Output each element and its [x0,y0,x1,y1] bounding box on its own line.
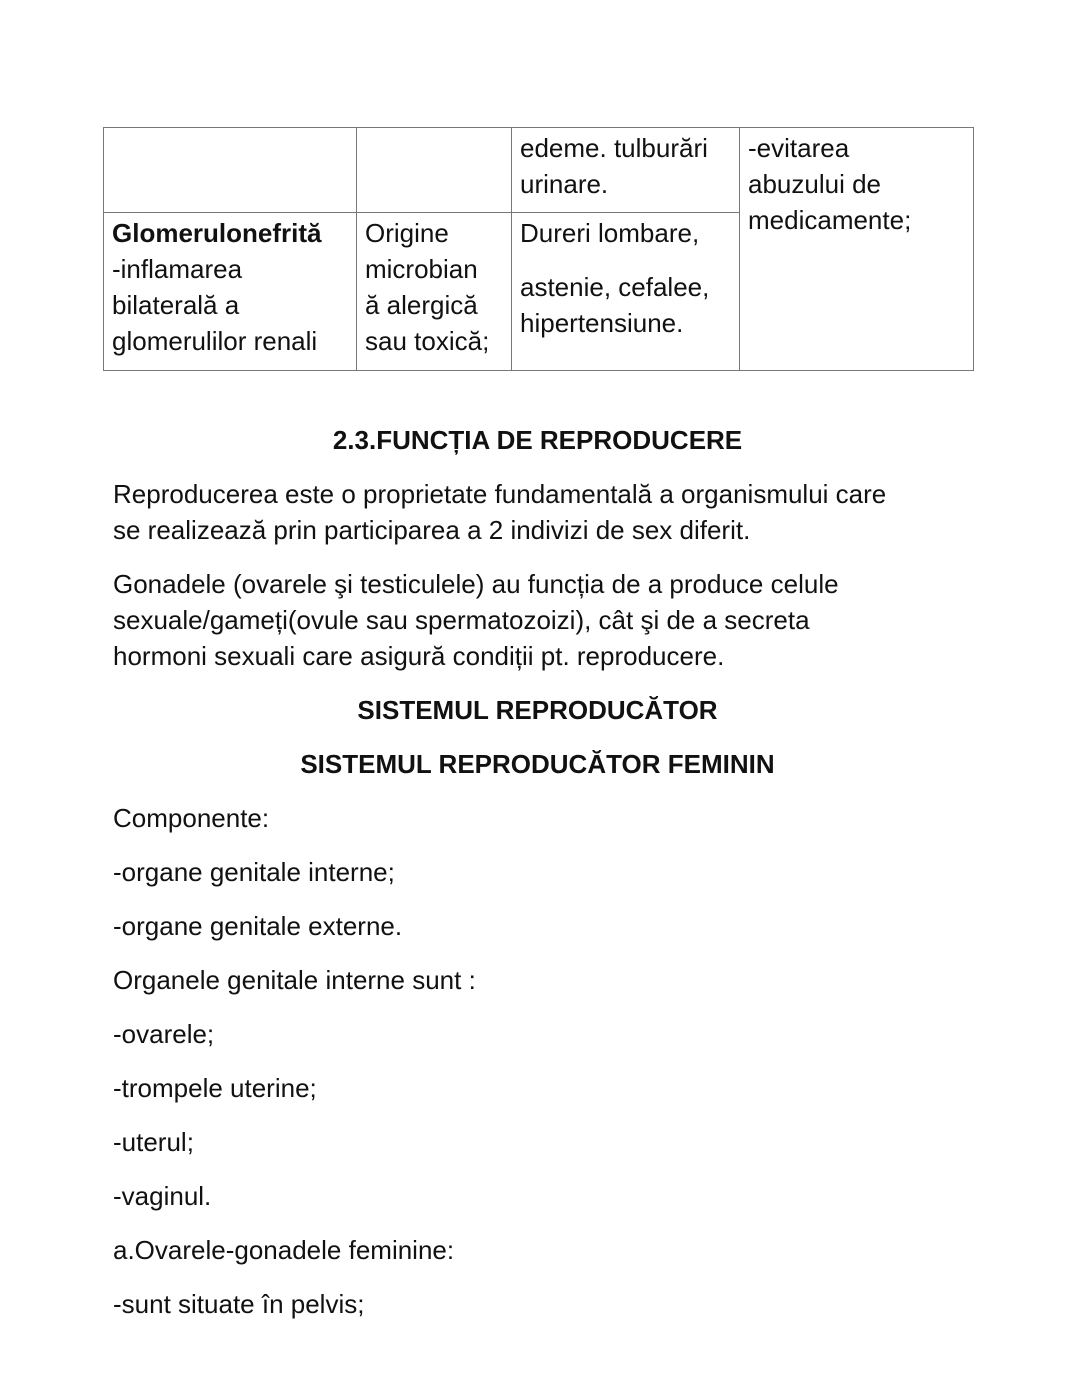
text-line: Componente: [113,803,270,833]
text-line: -organe genitale externe. [113,911,403,941]
paragraph-line: sexuale/gameți(ovule sau spermatozoizi), cât şi de a secreta [113,605,810,635]
cell-line: hipertensiune. [520,308,684,338]
disease-name: Glomerulonefrită [112,218,322,248]
cell-line: abuzului de [748,169,881,199]
table-cell [357,213,512,371]
text-line: -sunt situate în pelvis; [113,1289,365,1319]
heading: SISTEMUL REPRODUCĂTOR [357,695,718,725]
text-line: -organe genitale interne; [113,857,395,887]
table-cell [512,213,740,371]
cell-line: microbian [365,254,478,284]
cell-line: bilaterală a [112,290,240,320]
table-cell [104,213,357,371]
cell-line: -evitarea [748,133,850,163]
section-title: 2.3.FUNCȚIA DE REPRODUCERE [332,425,743,455]
cell-line: glomerulilor renali [112,326,318,356]
paragraph-line: hormoni sexuali care asigură condiții pt. reproducere. [113,641,725,671]
table-row [104,128,974,213]
text-line: -trompele uterine; [113,1073,317,1103]
paragraph-line: Reproducerea este o proprietate fundamentală a organismului care [113,479,887,509]
text-line: -uterul; [113,1127,194,1157]
paragraph [113,476,1040,548]
cell-line: Origine [365,218,449,248]
text-line: Organele genitale interne sunt : [113,965,476,995]
cell-line: sau toxică; [365,326,490,356]
cell-line: ă alergică [365,290,478,320]
paragraph [113,566,1040,674]
table-cell [740,128,974,371]
text-line: -vaginul. [113,1181,212,1211]
table-cell [512,128,740,213]
table-cell [104,128,357,213]
text-line: -ovarele; [113,1019,215,1049]
table-cell [357,128,512,213]
cell-line: -inflamarea [112,254,243,284]
cell-line: medicamente; [748,205,912,235]
cell-line: edeme. tulburări [520,133,708,163]
table [103,127,974,371]
text-line: a.Ovarele-gonadele feminine: [113,1235,455,1265]
cell-line: urinare. [520,169,609,199]
paragraph-line: se realizează prin participarea a 2 indivizi de sex diferit. [113,515,751,545]
heading: SISTEMUL REPRODUCĂTOR FEMININ [300,749,775,779]
cell-line: astenie, cefalee, [520,272,710,302]
cell-line: Dureri lombare, [520,218,700,248]
paragraph-line: Gonadele (ovarele şi testiculele) au funcția de a produce celule [113,569,839,599]
